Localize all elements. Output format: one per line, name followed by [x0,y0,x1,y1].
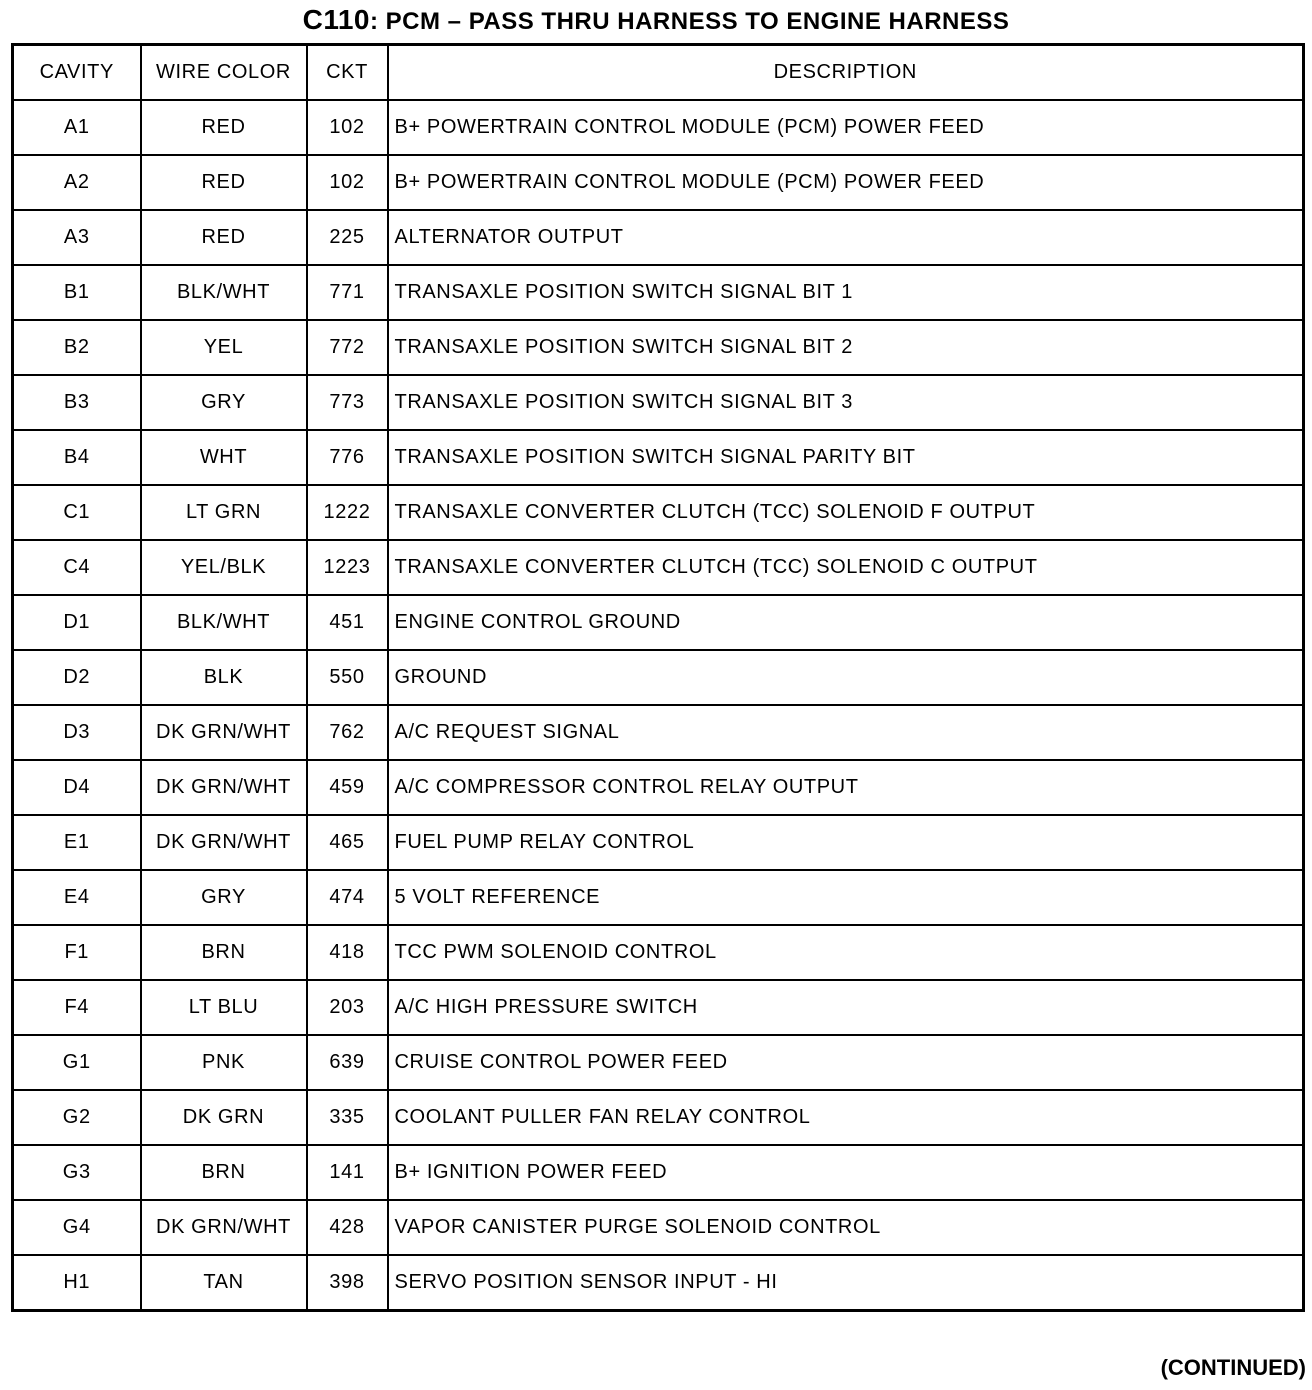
description-cell: CRUISE CONTROL POWER FEED [388,1035,1304,1090]
table-row [13,320,1304,375]
cavity-cell: G2 [13,1090,141,1145]
cavity-cell: B1 [13,265,141,320]
wire-color-cell: PNK [141,1035,307,1090]
wire-color-cell: DK GRN [141,1090,307,1145]
cavity-cell: B3 [13,375,141,430]
table-row [13,925,1304,980]
description-cell: A/C HIGH PRESSURE SWITCH [388,980,1304,1035]
description-cell: TRANSAXLE POSITION SWITCH SIGNAL BIT 1 [388,265,1304,320]
table-row [13,760,1304,815]
ckt-cell: 772 [307,320,388,375]
description-cell: VAPOR CANISTER PURGE SOLENOID CONTROL [388,1200,1304,1255]
table-row [13,650,1304,705]
ckt-cell: 428 [307,1200,388,1255]
cavity-cell: H1 [13,1255,141,1311]
description-cell: FUEL PUMP RELAY CONTROL [388,815,1304,870]
table-row [13,980,1304,1035]
cavity-cell: C4 [13,540,141,595]
ckt-cell: 335 [307,1090,388,1145]
table-row [13,1255,1304,1311]
title-text: : PCM – PASS THRU HARNESS TO ENGINE HARNESS [370,8,1010,35]
ckt-cell: 102 [307,155,388,210]
cavity-cell: G4 [13,1200,141,1255]
description-cell: TRANSAXLE POSITION SWITCH SIGNAL PARITY BIT [388,430,1304,485]
cavity-cell: B4 [13,430,141,485]
table-row [13,1145,1304,1200]
description-cell: ALTERNATOR OUTPUT [388,210,1304,265]
ckt-cell: 474 [307,870,388,925]
description-cell: B+ POWERTRAIN CONTROL MODULE (PCM) POWER FEED [388,155,1304,210]
table-row [13,485,1304,540]
table-row [13,100,1304,155]
cavity-cell: E1 [13,815,141,870]
ckt-cell: 225 [307,210,388,265]
description-cell: TRANSAXLE POSITION SWITCH SIGNAL BIT 2 [388,320,1304,375]
ckt-cell: 459 [307,760,388,815]
description-cell: TCC PWM SOLENOID CONTROL [388,925,1304,980]
wire-color-cell: YEL/BLK [141,540,307,595]
cavity-cell: D2 [13,650,141,705]
description-cell: A/C REQUEST SIGNAL [388,705,1304,760]
table-row [13,1035,1304,1090]
wire-color-cell: TAN [141,1255,307,1311]
ckt-cell: 465 [307,815,388,870]
wire-color-cell: DK GRN/WHT [141,1200,307,1255]
table-row [13,265,1304,320]
cavity-cell: C1 [13,485,141,540]
ckt-cell: 451 [307,595,388,650]
wire-color-cell: DK GRN/WHT [141,760,307,815]
wire-color-cell: WHT [141,430,307,485]
table-row [13,595,1304,650]
continued-note: (CONTINUED) [1160,1355,1306,1380]
ckt-cell: 762 [307,705,388,760]
table-row [13,1090,1304,1145]
wire-color-cell: RED [141,100,307,155]
wire-color-cell: BRN [141,1145,307,1200]
wire-color-cell: GRY [141,375,307,430]
cavity-cell: B2 [13,320,141,375]
table-row [13,1200,1304,1255]
table-row [13,430,1304,485]
ckt-cell: 1223 [307,540,388,595]
wire-color-cell: BLK/WHT [141,265,307,320]
table-row [13,210,1304,265]
wire-color-cell: BRN [141,925,307,980]
description-cell: 5 VOLT REFERENCE [388,870,1304,925]
cavity-cell: A2 [13,155,141,210]
wire-color-cell: YEL [141,320,307,375]
description-cell: GROUND [388,650,1304,705]
table-row [13,375,1304,430]
cavity-cell: A3 [13,210,141,265]
ckt-cell: 141 [307,1145,388,1200]
description-cell: B+ IGNITION POWER FEED [388,1145,1304,1200]
table-row [13,870,1304,925]
header-description: DESCRIPTION [388,45,1304,101]
wire-color-cell: DK GRN/WHT [141,815,307,870]
wire-color-cell: BLK/WHT [141,595,307,650]
table-row [13,705,1304,760]
connector-pinout-table [11,43,1305,1312]
ckt-cell: 773 [307,375,388,430]
wire-color-cell: BLK [141,650,307,705]
description-cell: TRANSAXLE POSITION SWITCH SIGNAL BIT 3 [388,375,1304,430]
description-cell: B+ POWERTRAIN CONTROL MODULE (PCM) POWER FEED [388,100,1304,155]
ckt-cell: 1222 [307,485,388,540]
ckt-cell: 639 [307,1035,388,1090]
description-cell: A/C COMPRESSOR CONTROL RELAY OUTPUT [388,760,1304,815]
header-row [13,45,1304,101]
cavity-cell: D1 [13,595,141,650]
header-wire-color: WIRE COLOR [141,45,307,101]
cavity-cell: F4 [13,980,141,1035]
wire-color-cell: DK GRN/WHT [141,705,307,760]
wire-color-cell: GRY [141,870,307,925]
header-cavity: CAVITY [13,45,141,101]
cavity-cell: A1 [13,100,141,155]
table-row [13,540,1304,595]
wire-color-cell: LT GRN [141,485,307,540]
wire-color-cell: RED [141,210,307,265]
cavity-cell: G1 [13,1035,141,1090]
ckt-cell: 771 [307,265,388,320]
cavity-cell: D4 [13,760,141,815]
ckt-cell: 398 [307,1255,388,1311]
description-cell: TRANSAXLE CONVERTER CLUTCH (TCC) SOLENOID F OUTPUT [388,485,1304,540]
header-ckt: CKT [307,45,388,101]
wire-color-cell: RED [141,155,307,210]
cavity-cell: G3 [13,1145,141,1200]
cavity-cell: D3 [13,705,141,760]
page-title [0,2,1312,40]
wire-color-cell: LT BLU [141,980,307,1035]
description-cell: TRANSAXLE CONVERTER CLUTCH (TCC) SOLENOID C OUTPUT [388,540,1304,595]
table-row [13,815,1304,870]
ckt-cell: 550 [307,650,388,705]
ckt-cell: 776 [307,430,388,485]
table-row [13,155,1304,210]
description-cell: ENGINE CONTROL GROUND [388,595,1304,650]
ckt-cell: 203 [307,980,388,1035]
description-cell: SERVO POSITION SENSOR INPUT - HI [388,1255,1304,1311]
ckt-cell: 418 [307,925,388,980]
ckt-cell: 102 [307,100,388,155]
cavity-cell: F1 [13,925,141,980]
connector-id: C110 [302,4,371,35]
cavity-cell: E4 [13,870,141,925]
description-cell: COOLANT PULLER FAN RELAY CONTROL [388,1090,1304,1145]
